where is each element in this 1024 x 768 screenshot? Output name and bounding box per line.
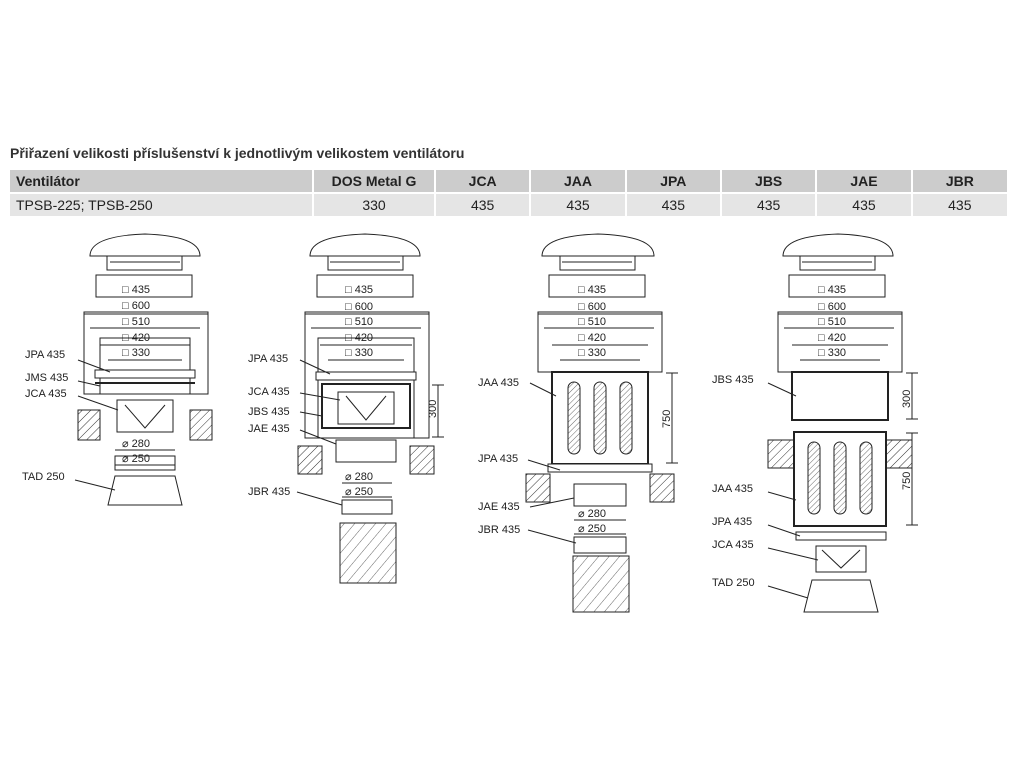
tad-diffuser-1 <box>108 476 182 505</box>
label-jbr-2: JBR 435 <box>248 486 291 498</box>
table-cell-jaa: 435 <box>530 193 625 216</box>
wall-left-3 <box>526 474 550 502</box>
jpa-plate-4 <box>796 532 886 540</box>
wall-right-1 <box>190 410 212 440</box>
dim-510-1: □ 510 <box>122 316 151 328</box>
silencer-baffle <box>620 382 632 454</box>
dim-600-4: □ 600 <box>818 301 847 313</box>
dim-420-1: □ 420 <box>122 332 151 344</box>
wall-right-3 <box>650 474 674 502</box>
dim-h300-2: 300 <box>427 399 439 418</box>
dim-435-4: □ 435 <box>818 284 847 296</box>
table-cell-dos-metal-g: 330 <box>313 193 435 216</box>
label-jae-3: JAE 435 <box>478 501 520 513</box>
jae-adapter-2 <box>336 440 396 462</box>
silencer-baffle <box>834 442 846 514</box>
dim-h750-4: 750 <box>901 471 913 490</box>
table-header-jpa: JPA <box>626 170 721 193</box>
wall-left-4 <box>768 440 794 468</box>
label-jca-4: JCA 435 <box>712 539 754 551</box>
jpa-plate-2 <box>316 372 416 380</box>
silencer-baffle <box>860 442 872 514</box>
label-jms-1: JMS 435 <box>25 372 69 384</box>
table-header-jca: JCA <box>435 170 530 193</box>
wall-left-2 <box>298 446 322 474</box>
label-jbr-3: JBR 435 <box>478 524 521 536</box>
label-jpa-3: JPA 435 <box>478 453 519 465</box>
wall-right-4 <box>886 440 912 468</box>
dim-600-2: □ 600 <box>345 301 374 313</box>
dim-600-1: □ 600 <box>122 300 151 312</box>
page-title: Přiřazení velikosti příslušenství k jednotlivým velikostem ventilátoru <box>10 145 465 161</box>
jae-adapter-3 <box>574 484 626 506</box>
duct-2 <box>340 523 396 583</box>
dim-420-3: □ 420 <box>578 332 607 344</box>
jbr-ring-2 <box>342 500 392 514</box>
dim-dia250-3: ⌀ 250 <box>578 523 607 535</box>
dim-330-3: □ 330 <box>578 347 607 359</box>
table-cell-jpa: 435 <box>626 193 721 216</box>
dim-435-1: □ 435 <box>122 284 151 296</box>
silencer-baffle <box>568 382 580 454</box>
table-cell-jbr: 435 <box>912 193 1007 216</box>
silencer-baffle <box>808 442 820 514</box>
label-jca-1: JCA 435 <box>25 388 67 400</box>
dim-420-2: □ 420 <box>345 332 374 344</box>
table-cell-jae: 435 <box>816 193 911 216</box>
table-header-jaa: JAA <box>530 170 625 193</box>
table-cell-jbs: 435 <box>721 193 816 216</box>
wall-right-2 <box>410 446 434 474</box>
label-tad-4: TAD 250 <box>712 577 755 589</box>
label-jaa-4: JAA 435 <box>712 483 753 495</box>
label-jpa-2: JPA 435 <box>248 353 289 365</box>
dim-dia280-1: ⌀ 280 <box>122 438 151 450</box>
dim-dia250-1: ⌀ 250 <box>122 453 151 465</box>
dim-510-4: □ 510 <box>818 316 847 328</box>
jpa-plate-3 <box>548 464 652 472</box>
label-jae-2: JAE 435 <box>248 423 290 435</box>
label-jaa-3: JAA 435 <box>478 377 519 389</box>
dim-dia280-3: ⌀ 280 <box>578 508 607 520</box>
table-cell-jca: 435 <box>435 193 530 216</box>
dim-330-1: □ 330 <box>122 347 151 359</box>
label-jca-2: JCA 435 <box>248 386 290 398</box>
label-tad-1: TAD 250 <box>22 471 65 483</box>
label-jbs-4: JBS 435 <box>712 374 754 386</box>
duct-3 <box>573 556 629 612</box>
table-header-jbr: JBR <box>912 170 1007 193</box>
dim-330-2: □ 330 <box>345 347 374 359</box>
jbr-ring-3 <box>574 537 626 553</box>
dim-330-4: □ 330 <box>818 347 847 359</box>
table-header-dos-metal-g: DOS Metal G <box>313 170 435 193</box>
table-header-ventilator: Ventilátor <box>10 170 313 193</box>
dim-dia250-2: ⌀ 250 <box>345 486 374 498</box>
dim-h750-3: 750 <box>661 409 673 428</box>
dim-435-2: □ 435 <box>345 284 374 296</box>
table-header-jae: JAE <box>816 170 911 193</box>
tad-diffuser-4 <box>804 580 878 612</box>
label-jpa-1: JPA 435 <box>25 349 66 361</box>
dim-510-2: □ 510 <box>345 316 374 328</box>
jpa-plate-1 <box>95 370 195 378</box>
dim-420-4: □ 420 <box>818 332 847 344</box>
jbs-frame-4 <box>792 372 888 420</box>
dim-435-3: □ 435 <box>578 284 607 296</box>
wall-left-1 <box>78 410 100 440</box>
dim-dia280-2: ⌀ 280 <box>345 471 374 483</box>
label-jbs-2: JBS 435 <box>248 406 290 418</box>
table-header-jbs: JBS <box>721 170 816 193</box>
dim-510-3: □ 510 <box>578 316 607 328</box>
label-jpa-4: JPA 435 <box>712 516 753 528</box>
silencer-baffle <box>594 382 606 454</box>
dim-h300-4: 300 <box>901 389 913 408</box>
table-cell-model: TPSB-225; TPSB-250 <box>10 193 313 216</box>
dim-600-3: □ 600 <box>578 301 607 313</box>
